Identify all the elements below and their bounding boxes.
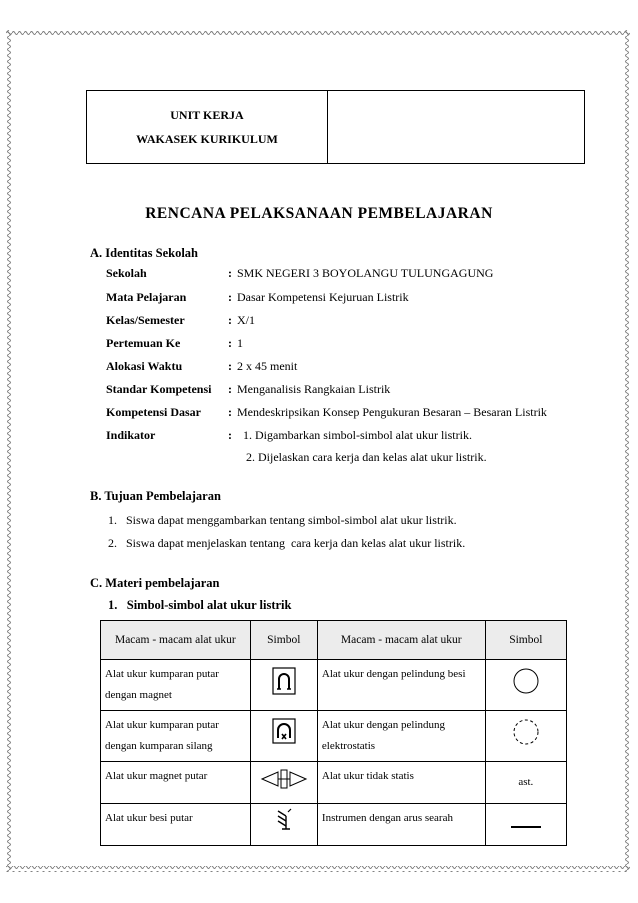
column-header: Macam - macam alat ukur [317,621,485,660]
identity-row [106,382,390,400]
identity-row [106,313,255,331]
colon: : [228,382,232,396]
row-value: Menganalisis Rangkaian Listrik [237,382,391,396]
table-row [101,762,567,804]
table-row [101,660,567,711]
row-value: SMK NEGERI 3 BOYOLANGU TULUNGAGUNG [237,266,494,280]
ast-symbol-text: ast. [485,762,566,804]
row-value: Dasar Kompetensi Kejuruan Listrik [237,290,409,304]
section-c-subheading: 1. Simbol-simbol alat ukur listrik [108,598,292,612]
table-cell: Alat ukur tidak statis [317,762,485,804]
dc-line-icon [485,804,566,846]
header-line-1: UNIT KERJA [170,108,244,122]
table-cell: Instrumen dengan arus searah [317,804,485,846]
colon: : [228,313,232,327]
unit-kerja-cell [87,91,328,163]
circle-iron-shield-icon [485,660,566,711]
colon: : [228,405,232,419]
table-cell: Alat ukur besi putar [101,804,251,846]
table-cell: Alat ukur kumparan putar dengan kumparan silang [101,711,251,762]
moving-coil-magnet-icon [250,660,317,711]
document-title: RENCANA PELAKSANAAN PEMBELAJARAN [145,205,493,222]
header-box [86,90,585,164]
indikator-line-2 [246,450,487,468]
row-value: Mendeskripsikan Konsep Pengukuran Besaran – Besaran Listrik [237,405,547,419]
row-key: Sekolah [106,266,147,280]
row-key: Pertemuan Ke [106,336,181,350]
column-header: Simbol [250,621,317,660]
header-line-2: WAKASEK KURIKULUM [136,132,278,146]
table-cell: Alat ukur magnet putar [101,762,251,804]
identity-row [106,336,243,354]
rotating-magnet-icon [250,762,317,804]
table-cell: Alat ukur kumparan putar dengan magnet [101,660,251,711]
section-a-heading: A. Identitas Sekolah [90,246,199,260]
row-key: Indikator [106,428,156,442]
row-key: Mata Pelajaran [106,290,187,304]
row-value: X/1 [237,313,255,327]
row-value: 1 [237,336,243,350]
colon: : [228,266,232,280]
header-empty-cell [328,91,584,163]
identity-row [106,266,493,284]
colon: : [228,428,232,442]
identity-row [106,405,547,423]
section-b-heading: B. Tujuan Pembelajaran [90,489,221,503]
indikator-2-text: 2. Dijelaskan cara kerja dan kelas alat ukur listrik. [246,450,487,464]
table-cell: Alat ukur dengan pelindung besi [317,660,485,711]
moving-iron-icon [250,804,317,846]
table-row [101,711,567,762]
colon: : [228,359,232,373]
identity-row [106,290,409,308]
colon: : [228,290,232,304]
identity-row [106,359,297,377]
identity-row [106,428,472,446]
symbols-table [100,620,567,846]
row-key: Alokasi Waktu [106,359,183,373]
list-item: 1. Siswa dapat menggambarkan tentang simbol-simbol alat ukur listrik. [108,513,457,527]
colon: : [228,336,232,350]
row-key: Kompetensi Dasar [106,405,201,419]
list-item: 2. Siswa dapat menjelaskan tentang cara kerja dan kelas alat ukur listrik. [108,536,466,550]
crossed-coil-icon [250,711,317,762]
row-key: Kelas/Semester [106,313,185,327]
dashed-circle-icon [485,711,566,762]
row-key: Standar Kompetensi [106,382,212,396]
table-header-row [101,621,567,660]
row-value: 1. Digambarkan simbol-simbol alat ukur listrik. [237,428,472,442]
table-cell: Alat ukur dengan pelindung elektrostatis [317,711,485,762]
table-row [101,804,567,846]
section-c-heading: C. Materi pembelajaran [90,576,220,590]
column-header: Simbol [485,621,566,660]
row-value: 2 x 45 menit [237,359,298,373]
column-header: Macam - macam alat ukur [101,621,251,660]
